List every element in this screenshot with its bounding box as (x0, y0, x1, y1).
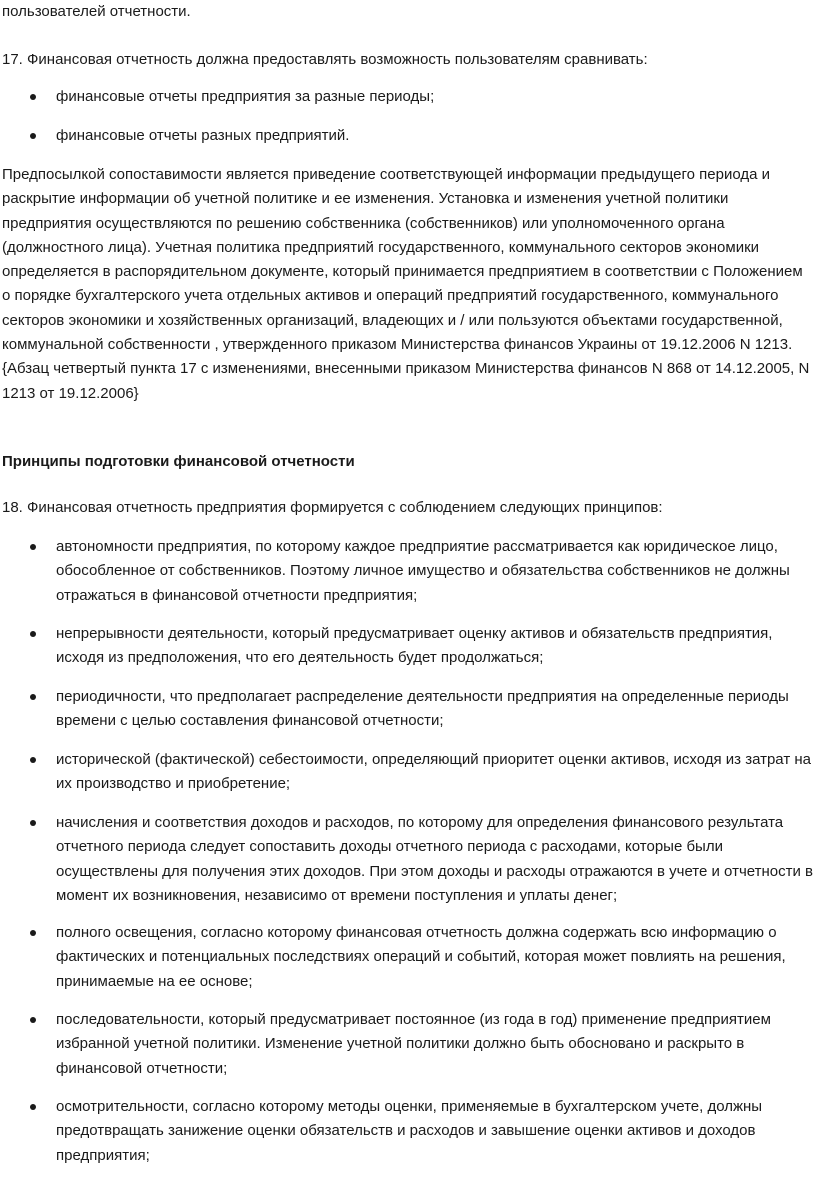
bullet-icon (30, 631, 36, 637)
list-item-text: финансовые отчеты предприятия за разные периоды; (56, 88, 435, 105)
top-fragment: пользователей отчетности. (2, 3, 191, 20)
list-item-text: осмотрительности, согласно которому методы оценки, применяемые в бухгалтерском учете, должны предотвращать занижение оценки обязательств и расходов и завышение оценки активов и доходов предприятия; (56, 1098, 763, 1164)
paragraph-17-intro: 17. Финансовая отчетность должна предоставлять возможность пользователям сравнивать: (2, 51, 648, 68)
bullet-icon (30, 757, 36, 763)
paragraph-18-intro: 18. Финансовая отчетность предприятия формируется с соблюдением следующих принципов: (2, 499, 663, 516)
list-item-text: полного освещения, согласно которому финансовая отчетность должна содержать всю информацию о фактических и потенциальных последствиях операций и событий, которая может повлиять на решения, принимаемые на ее основе; (56, 924, 786, 990)
bullet-icon (30, 1104, 36, 1110)
bullet-icon (30, 544, 36, 550)
bullet-icon (30, 930, 36, 936)
bullet-icon (30, 1017, 36, 1023)
list-item-text: непрерывности деятельности, который предусматривает оценку активов и обязательств предприятия, исходя из предположения, что его деятельность будет продолжаться; (56, 625, 773, 667)
list-item-text: исторической (фактической) себестоимости, определяющий приоритет оценки активов, исходя из затрат на их производство и приобретение; (56, 751, 811, 793)
section-heading: Принципы подготовки финансовой отчетности (2, 453, 355, 470)
bullet-icon (30, 94, 36, 100)
list-item-text: периодичности, что предполагает распределение деятельности предприятия на определенные периоды времени с целью составления финансовой отчетности; (56, 688, 789, 730)
list-item-text: финансовые отчеты разных предприятий. (56, 127, 350, 144)
bullet-icon (30, 820, 36, 826)
paragraph-17-body: Предпосылкой сопоставимости является приведение соответствующей информации предыдущего периода и раскрытие информации об учетной политике и ее изменения. Установка и изменения учетной политики предприятия осуществляются по решению собственника (собственников) или уполномоченного органа (должностного лица). Учетная политика предприятий государственного, коммунального секторов экономики определяется в распорядительном документе, который принимается предприятием в соответствии с Положением о порядке бухгалтерского учета отдельных активов и операций предприятий государственного, коммунального секторов экономики и хозяйственных организаций, владеющих и / или пользуются объектами государственной, коммунальной собственности , утвержденного приказом Министерства финансов Украины от 19.12.2006 N 1213. {Абзац четвертый пункта 17 с изменениями, внесенными приказом Министерства финансов N 868 от 14.12.2005, N 1213 от 19.12.2006} (2, 166, 810, 402)
list-item-text: автономности предприятия, по которому каждое предприятие рассматривается как юридическое лицо, обособленное от собственников. Поэтому личное имущество и обязательства собственников не должны отражаться в финансовой отчетности предприятия; (56, 538, 790, 604)
list-item-text: последовательности, который предусматривает постоянное (из года в год) применение предприятием избранной учетной политики. Изменение учетной политики должно быть обосновано и раскрыто в финансовой отчетности; (56, 1011, 771, 1077)
bullet-icon (30, 133, 36, 139)
list-item-text: начисления и соответствия доходов и расходов, по которому для определения финансового результата отчетного периода следует сопоставить доходы отчетного периода с расходами, которые были осуществлены для получения этих доходов. При этом доходы и расходы отражаются в учете и отчетности в момент их возникновения, независимо от времени поступления и уплаты денег; (56, 814, 813, 904)
bullet-icon (30, 694, 36, 700)
